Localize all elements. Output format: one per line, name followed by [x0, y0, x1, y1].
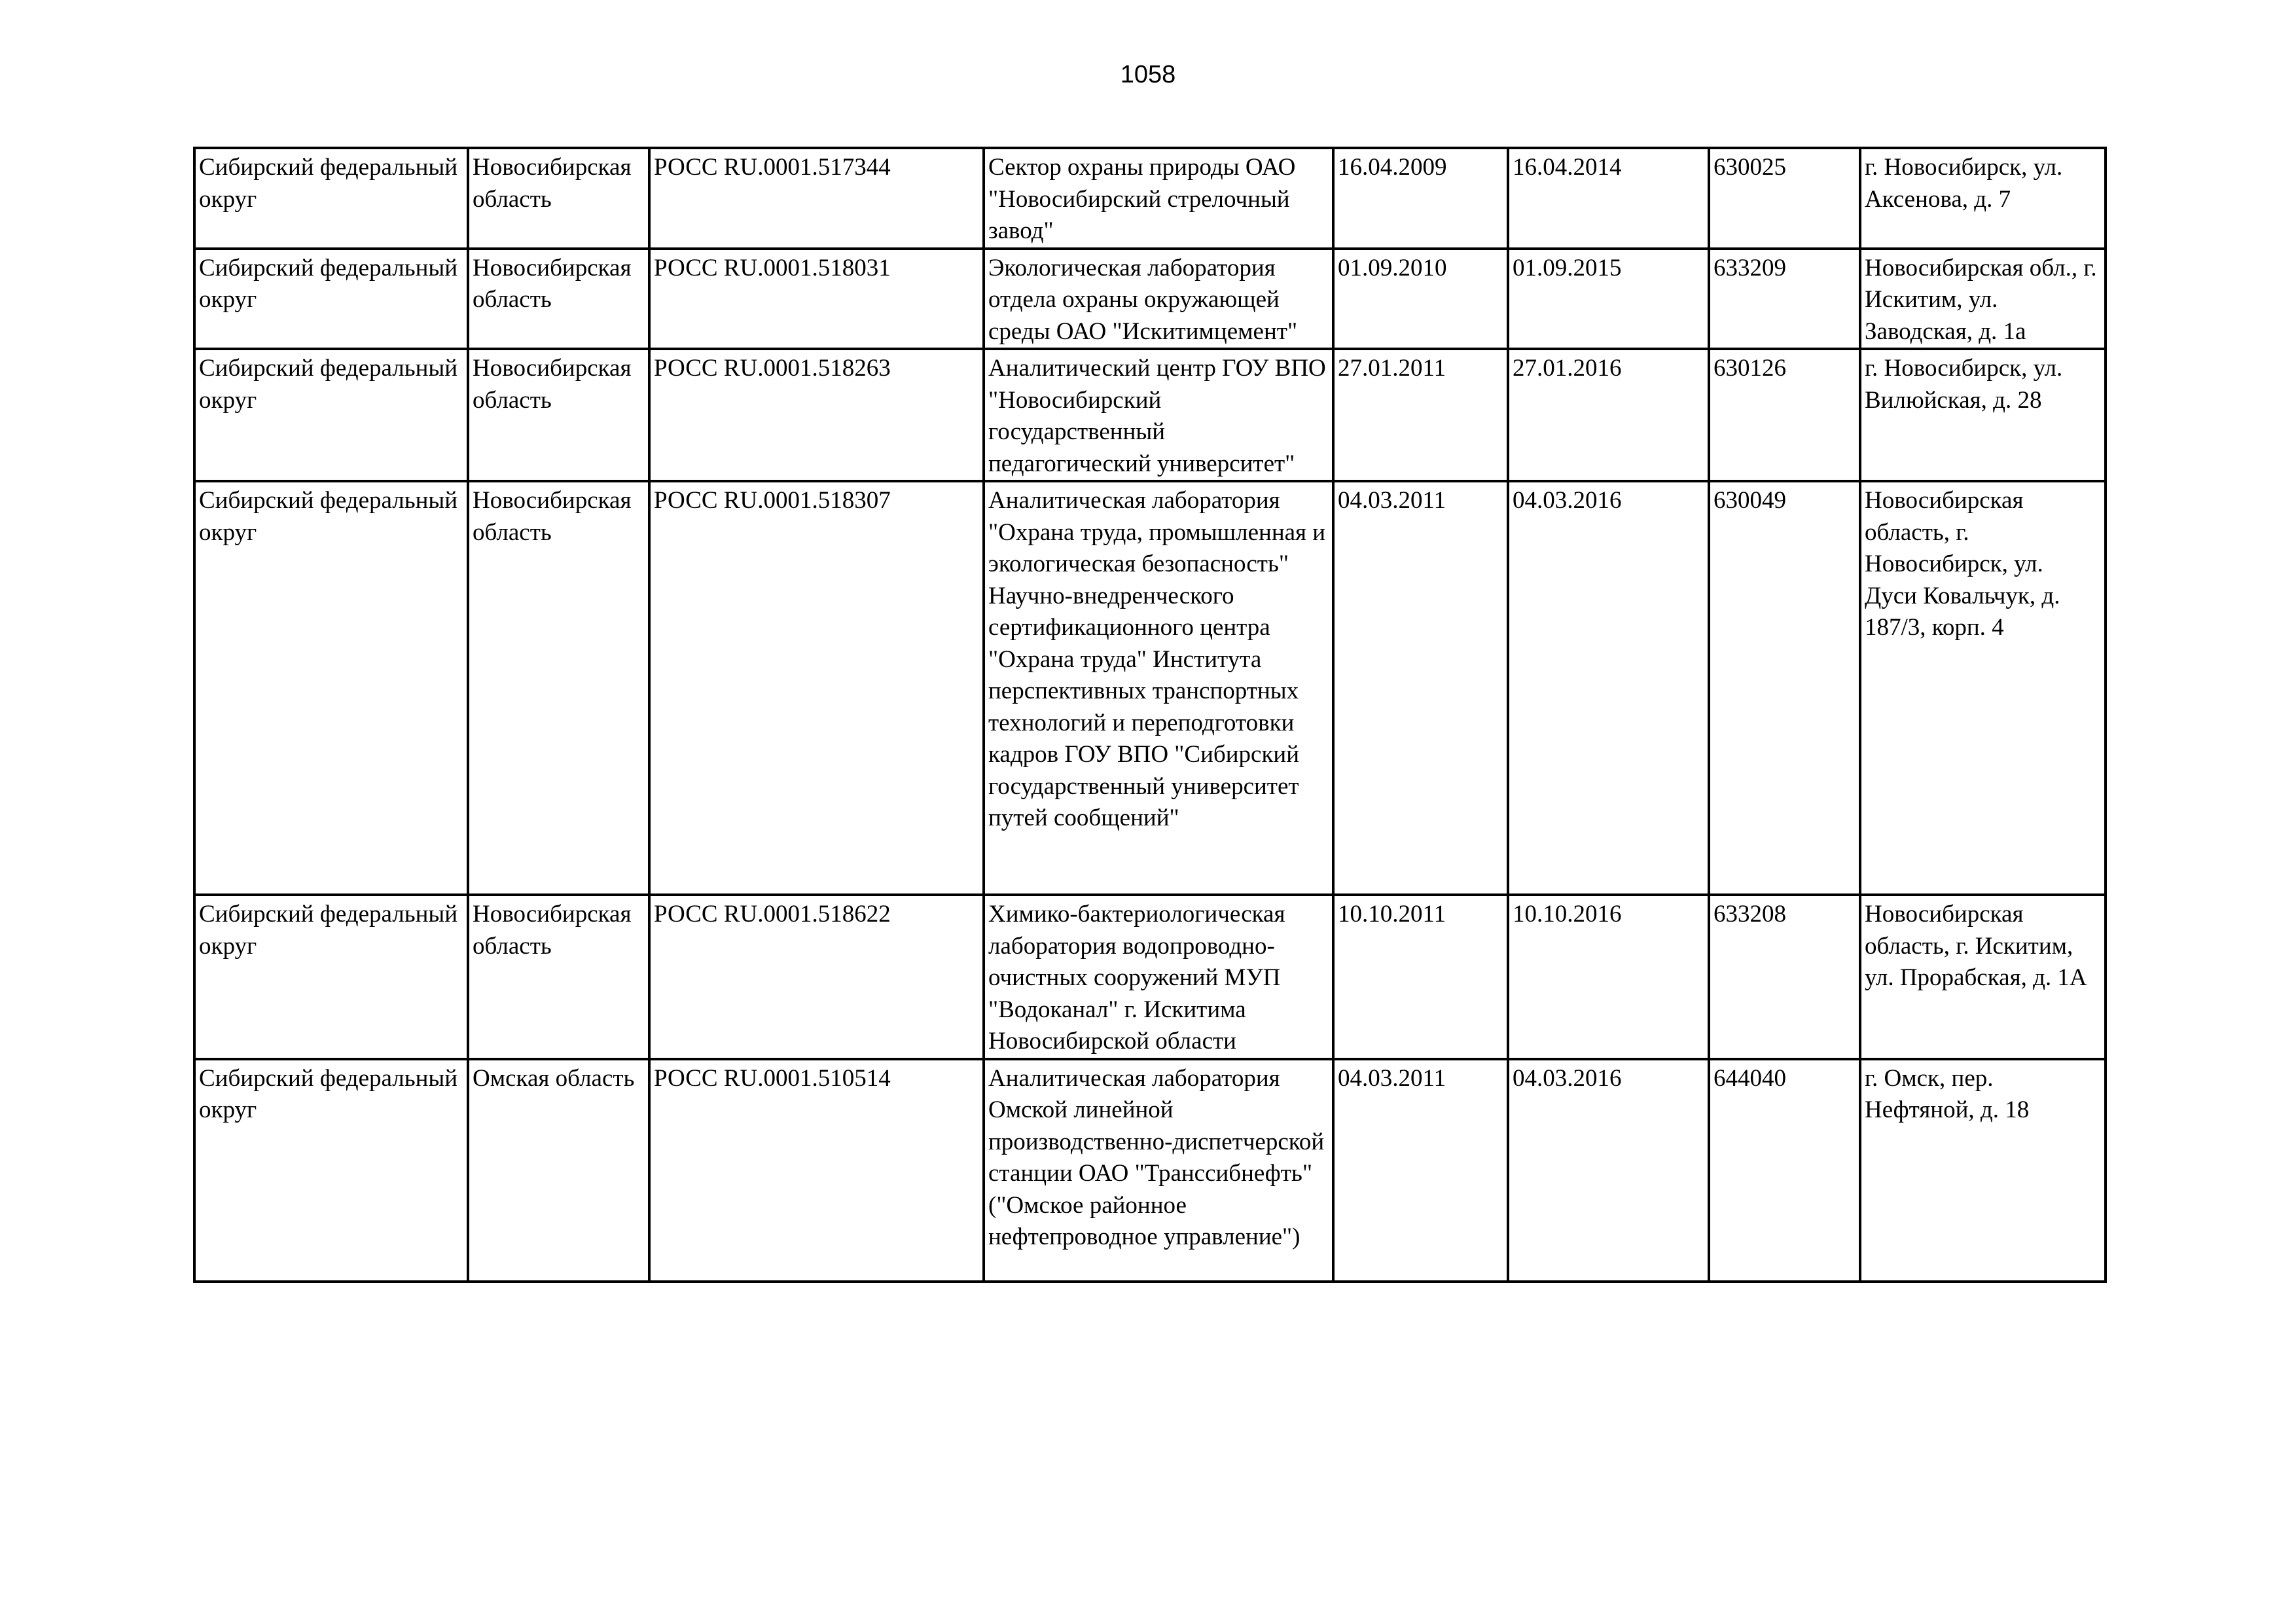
district-cell: Сибирский федеральный округ	[194, 481, 468, 895]
district-cell: Сибирский федеральный округ	[194, 148, 468, 249]
page-number: 1058	[1120, 61, 1176, 88]
accreditation-number-cell: РОСС RU.0001.518031	[649, 249, 984, 350]
address-cell: г. Омск, пер. Нефтяной, д. 18	[1860, 1059, 2106, 1282]
date-issued-cell: 10.10.2011	[1333, 895, 1508, 1059]
organization-cell: Аналитическая лаборатория Омской линейной производственно-диспетчерской станции ОАО "Транссибнефть" ("Омское районное нефтепроводное управление")	[984, 1059, 1333, 1282]
address-cell: г. Новосибирск, ул. Вилюйская, д. 28	[1860, 349, 2106, 481]
accreditation-number-cell: РОСС RU.0001.518263	[649, 349, 984, 481]
address-cell: г. Новосибирск, ул. Аксенова, д. 7	[1860, 148, 2106, 249]
district-cell: Сибирский федеральный округ	[194, 349, 468, 481]
table-row	[194, 249, 2106, 350]
address-cell: Новосибирская область, г. Новосибирск, ул. Дуси Ковальчук, д. 187/3, корп. 4	[1860, 481, 2106, 895]
date-issued-cell: 04.03.2011	[1333, 481, 1508, 895]
table-row	[194, 895, 2106, 1059]
laboratory-registry-table	[193, 147, 2107, 1283]
postal-code-cell: 644040	[1709, 1059, 1860, 1282]
region-cell: Новосибирская область	[468, 349, 649, 481]
date-valid-until-cell: 16.04.2014	[1508, 148, 1709, 249]
accreditation-number-cell: РОСС RU.0001.518622	[649, 895, 984, 1059]
organization-cell: Экологическая лаборатория отдела охраны окружающей среды ОАО "Искитимцемент"	[984, 249, 1333, 350]
organization-cell: Аналитическая лаборатория "Охрана труда, промышленная и экологическая безопасность" Научно-внедренческого сертификационного центра "Охрана труда" Института перспективных транспортных технологий и переподготовки кадров ГОУ ВПО "Сибирский государственный университет путей сообщений"	[984, 481, 1333, 895]
address-cell: Новосибирская обл., г. Искитим, ул. Заводская, д. 1а	[1860, 249, 2106, 350]
date-issued-cell: 16.04.2009	[1333, 148, 1508, 249]
organization-cell: Химико-бактериологическая лаборатория водопроводно-очистных сооружений МУП "Водоканал" г. Искитима Новосибирской области	[984, 895, 1333, 1059]
date-issued-cell: 27.01.2011	[1333, 349, 1508, 481]
table-row	[194, 481, 2106, 895]
postal-code-cell: 633208	[1709, 895, 1860, 1059]
date-valid-until-cell: 10.10.2016	[1508, 895, 1709, 1059]
region-cell: Омская область	[468, 1059, 649, 1282]
date-issued-cell: 01.09.2010	[1333, 249, 1508, 350]
accreditation-number-cell: РОСС RU.0001.510514	[649, 1059, 984, 1282]
address-cell: Новосибирская область, г. Искитим, ул. Прорабская, д. 1А	[1860, 895, 2106, 1059]
date-valid-until-cell: 04.03.2016	[1508, 481, 1709, 895]
region-cell: Новосибирская область	[468, 481, 649, 895]
district-cell: Сибирский федеральный округ	[194, 1059, 468, 1282]
region-cell: Новосибирская область	[468, 249, 649, 350]
postal-code-cell: 633209	[1709, 249, 1860, 350]
postal-code-cell: 630025	[1709, 148, 1860, 249]
organization-cell: Сектор охраны природы ОАО "Новосибирский стрелочный завод"	[984, 148, 1333, 249]
district-cell: Сибирский федеральный округ	[194, 249, 468, 350]
postal-code-cell: 630126	[1709, 349, 1860, 481]
region-cell: Новосибирская область	[468, 895, 649, 1059]
region-cell: Новосибирская область	[468, 148, 649, 249]
organization-cell: Аналитический центр ГОУ ВПО "Новосибирский государственный педагогический университет"	[984, 349, 1333, 481]
accreditation-number-cell: РОСС RU.0001.517344	[649, 148, 984, 249]
district-cell: Сибирский федеральный округ	[194, 895, 468, 1059]
date-valid-until-cell: 27.01.2016	[1508, 349, 1709, 481]
table-row	[194, 349, 2106, 481]
postal-code-cell: 630049	[1709, 481, 1860, 895]
table-row	[194, 1059, 2106, 1282]
table-row	[194, 148, 2106, 249]
date-valid-until-cell: 01.09.2015	[1508, 249, 1709, 350]
date-valid-until-cell: 04.03.2016	[1508, 1059, 1709, 1282]
date-issued-cell: 04.03.2011	[1333, 1059, 1508, 1282]
accreditation-number-cell: РОСС RU.0001.518307	[649, 481, 984, 895]
